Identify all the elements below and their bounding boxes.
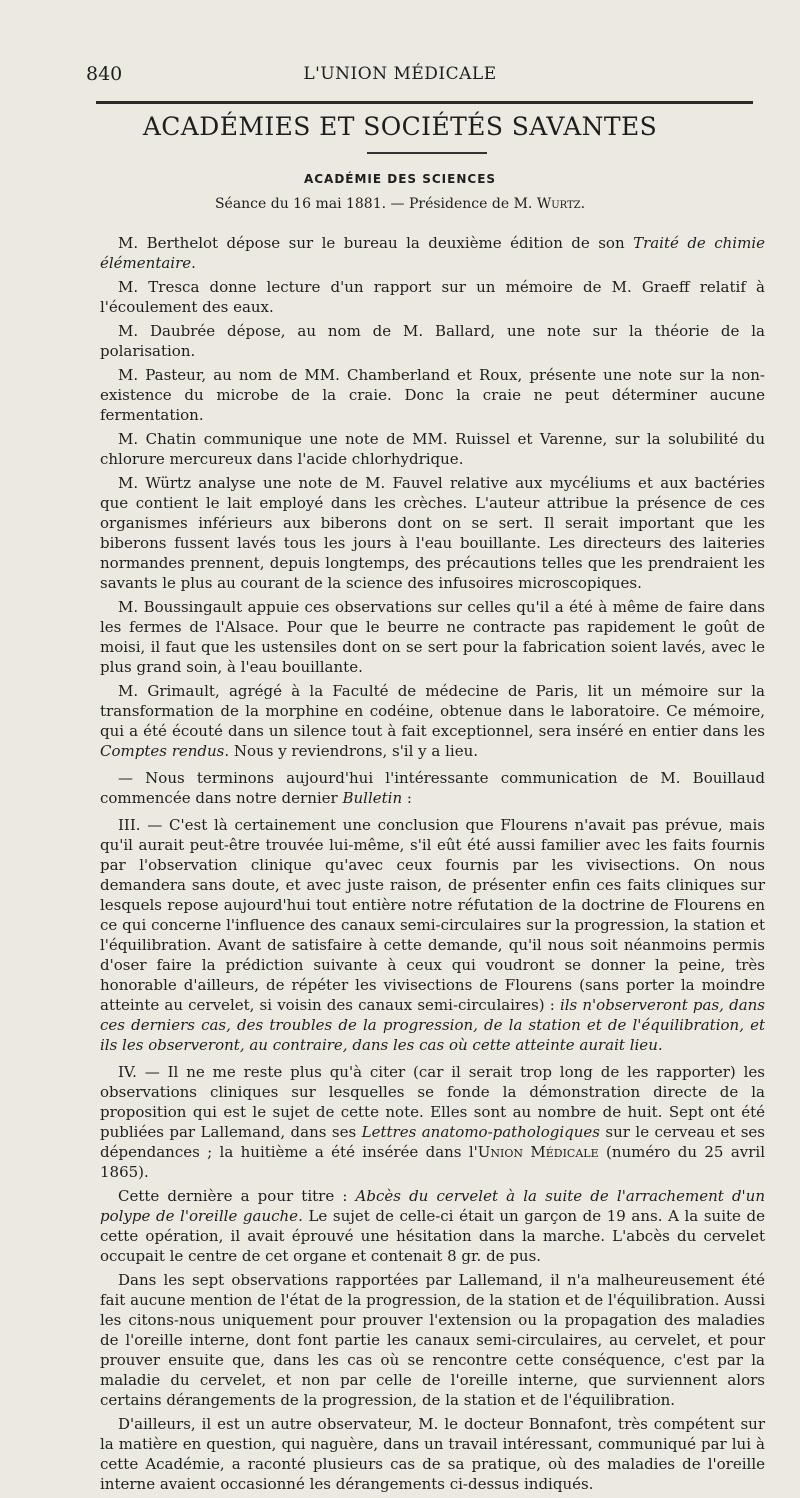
paragraph-grimault [100,681,765,761]
text-run: M. Grimault, agrégé à la Faculté de médecine de Paris, lit un mémoire sur la transformation de la morphine en codéine, obtenue dans le laboratoire. Ce mémoire, qui a été écouté dans un silence tout à fait exceptionnel, sera inséré en entier dans les [100,682,765,740]
paragraph-wurtz: M. Würtz analyse une note de M. Fauvel relative aux mycéliums et aux bactéries que contient le lait employé dans les crèches. L'auteur attribue la présence de ces organismes inférieurs aux biberons dont on se sert. Il serait important que les biberons fussent lavés tous les jours à l'eau bouillante. Les directeurs des laiteries normandes prennent, depuis longtemps, des précautions telles que les prendraient les savants le plus au courant de la science des infusoires microscopiques. [100,474,765,592]
text-run: (numéro du 25 avril 1865). [100,1143,765,1181]
paragraph-bouillaud-intro [100,768,765,808]
text-run: . [191,254,196,272]
publication-title: Comptes rendus [100,742,225,760]
paragraph-boussingault: M. Boussingault appuie ces observations sur celles qu'il a été à même de faire dans les fermes de l'Alsace. Pour que le beurre ne contracte pas rapidement le goût de moisi, il faut que les ustensiles dont on se sert pour la fabrication soient lavés, avec le plus grand soin, à l'eau bouillante. [100,598,765,676]
article-body [100,233,765,1498]
header-rule [96,101,753,104]
text-run: IV. — Il ne me reste plus qu'à citer (car il serait trop long de les rapporter) les observations cliniques sur lesquelles se fonde la démonstration directe de la proposition qui est le sujet de cette note. Elles sont au nombre de huit. Sept ont été publiées par Lallemand, dans ses [100,1063,765,1141]
paragraph-section-iv [100,1062,765,1182]
session-president: Wurtz [536,196,581,212]
text-run: . Nous y reviendrons, s'il y a lieu. [224,742,479,760]
text-run: sur le cerveau et ses dépendances ; la huitième a été insérée dans l' [100,1123,766,1161]
session-prefix: Séance du 16 mai 1881. — Présidence de M. [214,196,533,212]
book-title: Traité de chimie élémentaire [100,234,766,272]
paragraph-section-iii [100,815,765,1055]
paragraph-daubree: M. Daubrée dépose, au nom de M. Ballard, une note sur la théorie de la polarisation. [100,322,765,360]
text-run: : [402,789,412,807]
running-head [0,63,800,93]
journal-name: Union Médicale [477,1143,599,1161]
text-run: Le sujet de celle-ci était un garçon de 19 ans. A la suite de cette opération, il avait éprouvé une hésitation dans la marche. L'abcès du cervelet occupait le centre de cet organe et contenait 8 gr. de pus. [100,1207,765,1265]
emphasized-prediction: ils n'observeront pas, dans ces derniers cas, des troubles de la progression, de la station et de l'équilibration, et ils les observeront, au contraire, dans les cas où cette atteinte aurait lieu. [100,996,765,1054]
title-rule [367,152,487,154]
publication-title: Bulletin [342,789,403,807]
paragraph-bonnafont: D'ailleurs, il est un autre observateur, M. le docteur Bonnafont, très compétent sur la matière en question, qui naguère, dans un travail intéressant, communiqué par lui à cette Académie, a raconté plusieurs cas de sa pratique, où des maladies de l'oreille interne avaient occasionné les dérangements ci-dessus indiqués. [100,1415,765,1493]
paragraph-pasteur: M. Pasteur, au nom de MM. Chamberland et Roux, présente une note sur la non-existence du microbe de la craie. Donc la craie ne peut déterminer aucune fermentation. [100,366,765,424]
text-run: III. — C'est là certainement une conclusion que Flourens n'avait pas prévue, mais qu'il aurait peut-être trouvée lui-même, s'il eût été aussi familier avec les faits fournis par l'observation clinique qu'avec ceux fournis par les vivisections. On nous demandera sans doute, et avec juste raison, de présenter enfin ces faits cliniques sur lesquels repose aujourd'hui tout entière notre réfutation de la doctrine de Flourens en ce qui concerne l'influence des canaux semi-circulaires sur la progression, la station et l'équilibration. Avant de satisfaire à cette demande, qu'il nous soit néanmoins permis d'oser faire la prédiction suivante à ceux qui voudront se donner la peine, très honorable d'ailleurs, de répéter les vivisections de Flourens (sans porter la moindre atteinte au cervelet, si voisin des canaux semi-circulaires) : [100,816,765,1014]
text-run: — Nous terminons aujourd'hui l'intéressante communication de M. Bouillaud commencée dans notre dernier [100,769,765,807]
text-run: Cette dernière a pour titre : [118,1187,356,1205]
book-title: Lettres anatomo-pathologiques [361,1123,600,1141]
paragraph-tresca: M. Tresca donne lecture d'un rapport sur un mémoire de M. Graeff relatif à l'écoulement des eaux. [100,278,765,316]
paragraph-abces [100,1186,765,1266]
paragraph-chatin: M. Chatin communique une note de MM. Ruissel et Varenne, sur la solubilité du chlorure mercureux dans l'acide chlorhydrique. [100,430,765,468]
journal-title: L'UNION MÉDICALE [303,64,497,84]
case-title: Abcès du cervelet à la suite de l'arrachement d'un polype de l'oreille gauche. [100,1187,765,1225]
paragraph-berthelot [100,233,765,273]
session-suffix: . [580,196,586,212]
paragraph-lallemand: Dans les sept observations rapportées par Lallemand, il n'a malheureusement été fait aucune mention de l'état de la progression, de la station et de l'équilibration. Aussi les citons-nous uniquement pour prouver l'extension ou la propagation des maladies de l'oreille interne, dont font partie les canaux semi-circulaires, au cervelet, et pour prouver ensuite que, dans les cas où se rencontre cette conséquence, c'est par la maladie du cervelet, et non par celle de l'oreille interne, que surviennent alors certains dérangements de la progression, de la station et de l'équilibration. [100,1271,765,1409]
section-title: ACADÉMIES ET SOCIÉTÉS SAVANTES [142,112,658,141]
session-line [0,196,800,212]
academy-heading: ACADÉMIE DES SCIENCES [303,172,497,186]
text-run: M. Berthelot dépose sur le bureau la deuxième édition de son [118,234,634,252]
page-number: 840 [86,63,123,85]
